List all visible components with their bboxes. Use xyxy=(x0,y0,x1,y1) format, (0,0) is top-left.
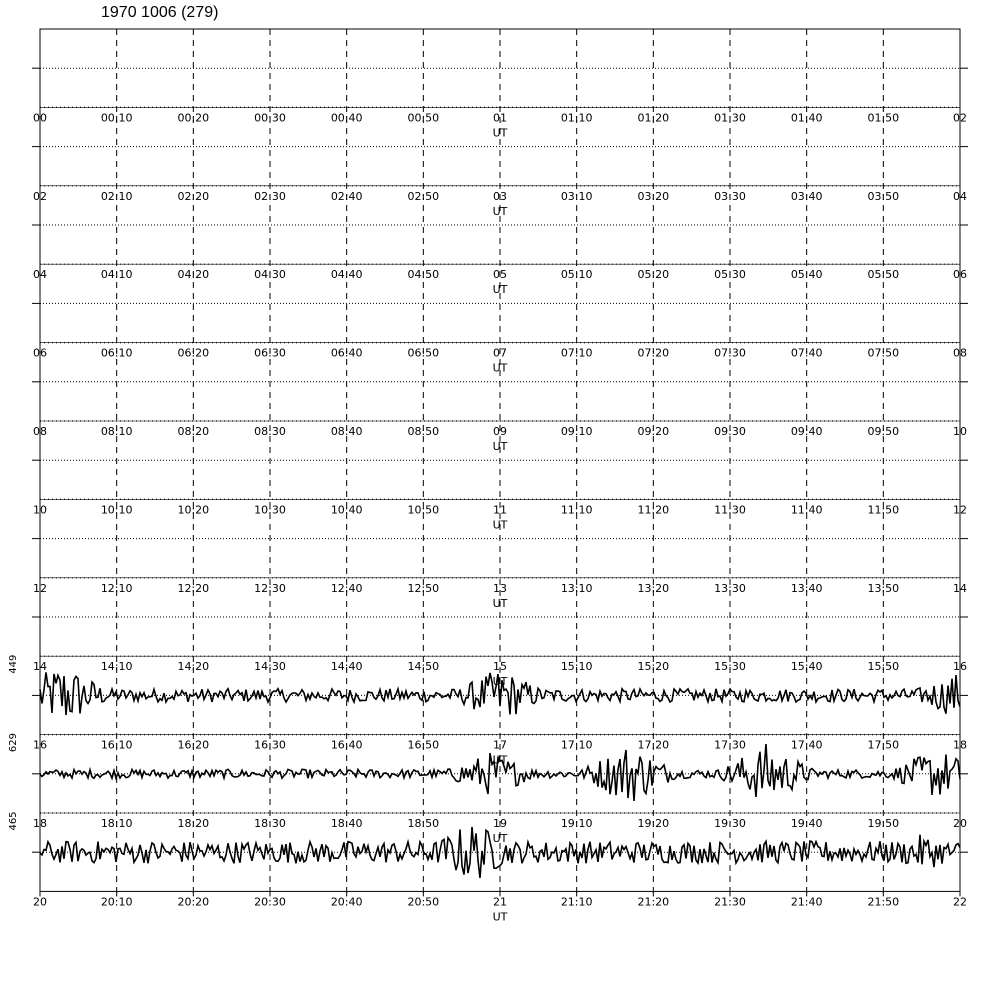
tick-label-5-1: 10:10 xyxy=(100,503,133,517)
tick-label-10-11: 21:50 xyxy=(867,895,900,909)
tick-label-9-12: 20 xyxy=(953,817,967,830)
tick-label-1-8: 03:20 xyxy=(637,189,670,203)
tick-label-5-3: 10:30 xyxy=(254,503,286,517)
tick-label-5-9: 11:30 xyxy=(714,503,746,517)
tick-label-5-4: 10:40 xyxy=(330,503,363,517)
tick-label-2-7: 05:10 xyxy=(560,268,593,282)
tick-label-8-4: 16:40 xyxy=(330,738,363,752)
tick-label-10-5: 20:50 xyxy=(407,895,440,909)
tick-label-1-1: 02:10 xyxy=(100,189,133,203)
tick-label-2-12: 06 xyxy=(953,268,967,282)
tick-label-3-7: 07:10 xyxy=(560,346,593,360)
tick-label-4-11: 09:50 xyxy=(867,425,900,438)
tick-label-3-10: 07:40 xyxy=(790,346,823,360)
tick-label-5-2: 10:20 xyxy=(177,503,210,517)
tick-label-4-1: 08:10 xyxy=(100,425,133,438)
tick-label-9-10: 19:40 xyxy=(790,817,823,830)
ut-label-0: UT xyxy=(492,126,508,140)
tick-label-2-10: 05:40 xyxy=(790,268,823,282)
tick-label-6-12: 14 xyxy=(953,581,967,595)
tick-label-0-1: 00:10 xyxy=(100,111,133,125)
ut-label-2: UT xyxy=(492,283,508,297)
ut-label-5: UT xyxy=(492,518,508,532)
tick-label-4-3: 08:30 xyxy=(254,425,286,438)
tick-label-9-1: 18:10 xyxy=(100,817,133,830)
ut-label-4: UT xyxy=(492,440,508,453)
tick-label-5-0: 10 xyxy=(33,503,47,517)
tick-label-2-8: 05:20 xyxy=(637,268,670,282)
tick-label-10-12: 22 xyxy=(953,895,967,909)
tick-label-8-5: 16:50 xyxy=(407,738,440,752)
tick-label-10-9: 21:30 xyxy=(714,895,746,909)
tick-label-2-11: 05:50 xyxy=(867,268,900,282)
tick-label-4-10: 09:40 xyxy=(790,425,823,438)
tick-label-2-6: 05 xyxy=(493,268,507,282)
tick-label-4-0: 08 xyxy=(33,425,47,438)
tick-label-3-6: 07 xyxy=(493,346,507,360)
tick-label-1-11: 03:50 xyxy=(867,189,900,203)
tick-label-7-1: 14:10 xyxy=(100,660,133,674)
tick-label-5-7: 11:10 xyxy=(560,503,593,517)
tick-label-10-7: 21:10 xyxy=(560,895,593,909)
row-side-label-10: 465 xyxy=(8,811,19,831)
tick-label-4-4: 08:40 xyxy=(330,425,363,438)
tick-label-9-7: 19:10 xyxy=(560,817,593,830)
tick-label-6-3: 12:30 xyxy=(254,581,286,595)
tick-label-10-3: 20:30 xyxy=(254,895,286,909)
row-side-label-8: 449 xyxy=(8,654,19,674)
tick-label-6-1: 12:10 xyxy=(100,581,133,595)
tick-label-2-3: 04:30 xyxy=(254,268,286,282)
tick-label-3-1: 06:10 xyxy=(100,346,133,360)
tick-label-6-9: 13:30 xyxy=(714,581,746,595)
tick-label-5-12: 12 xyxy=(953,503,967,517)
tick-label-3-0: 06 xyxy=(33,346,47,360)
ut-label-9: UT xyxy=(492,832,508,845)
tick-label-0-2: 00:20 xyxy=(177,111,210,125)
tick-label-0-3: 00:30 xyxy=(254,111,286,125)
ut-label-8: UT xyxy=(492,753,508,767)
tick-label-7-2: 14:20 xyxy=(177,660,210,674)
tick-label-6-2: 12:20 xyxy=(177,581,210,595)
tick-label-0-10: 01:40 xyxy=(790,111,823,125)
tick-label-2-1: 04:10 xyxy=(100,268,133,282)
tick-label-6-10: 13:40 xyxy=(790,581,823,595)
tick-label-4-7: 09:10 xyxy=(560,425,593,438)
tick-label-0-11: 01:50 xyxy=(867,111,900,125)
tick-label-1-10: 03:40 xyxy=(790,189,823,203)
tick-label-8-11: 17:50 xyxy=(867,738,900,752)
tick-label-4-8: 09:20 xyxy=(637,425,670,438)
tick-label-6-7: 13:10 xyxy=(560,581,593,595)
tick-label-9-9: 19:30 xyxy=(714,817,746,830)
tick-label-7-12: 16 xyxy=(953,660,967,674)
tick-label-2-4: 04:40 xyxy=(330,268,363,282)
tick-label-9-8: 19:20 xyxy=(637,817,670,830)
tick-label-10-0: 20 xyxy=(33,895,47,909)
tick-label-4-5: 08:50 xyxy=(407,425,440,438)
tick-label-8-6: 17 xyxy=(493,738,507,752)
ut-label-6: UT xyxy=(492,596,508,610)
tick-label-7-7: 15:10 xyxy=(560,660,593,674)
tick-label-4-6: 09 xyxy=(493,425,507,438)
tick-label-0-6: 01 xyxy=(493,111,507,125)
tick-label-9-2: 18:20 xyxy=(177,817,210,830)
tick-label-0-0: 00 xyxy=(33,111,47,125)
tick-label-3-3: 06:30 xyxy=(254,346,286,360)
tick-label-2-2: 04:20 xyxy=(177,268,210,282)
tick-label-1-7: 03:10 xyxy=(560,189,593,203)
tick-label-8-0: 16 xyxy=(33,738,47,752)
tick-label-6-6: 13 xyxy=(493,581,507,595)
ut-label-3: UT xyxy=(492,361,508,375)
tick-label-9-0: 18 xyxy=(33,817,47,830)
tick-label-8-3: 16:30 xyxy=(254,738,286,752)
tick-label-1-2: 02:20 xyxy=(177,189,210,203)
tick-label-2-9: 05:30 xyxy=(714,268,746,282)
tick-label-8-2: 16:20 xyxy=(177,738,210,752)
tick-label-2-0: 04 xyxy=(33,268,47,282)
tick-label-1-3: 02:30 xyxy=(254,189,286,203)
tick-label-4-12: 10 xyxy=(953,425,967,438)
tick-label-7-0: 14 xyxy=(33,660,47,674)
tick-label-10-10: 21:40 xyxy=(790,895,823,909)
tick-label-4-2: 08:20 xyxy=(177,425,210,438)
tick-label-6-5: 12:50 xyxy=(407,581,440,595)
tick-label-1-12: 04 xyxy=(953,189,967,203)
tick-label-3-4: 06:40 xyxy=(330,346,363,360)
tick-label-3-9: 07:30 xyxy=(714,346,746,360)
tick-label-9-6: 19 xyxy=(493,817,507,830)
tick-label-9-3: 18:30 xyxy=(254,817,286,830)
tick-label-1-0: 02 xyxy=(33,189,47,203)
tick-label-7-9: 15:30 xyxy=(714,660,746,674)
tick-label-7-11: 15:50 xyxy=(867,660,900,674)
tick-label-0-9: 01:30 xyxy=(714,111,746,125)
chart-title: 1970 1006 (279) xyxy=(101,4,219,21)
tick-label-7-6: 15 xyxy=(493,660,507,674)
tick-label-0-5: 00:50 xyxy=(407,111,440,125)
tick-label-9-11: 19:50 xyxy=(867,817,900,830)
tick-label-3-5: 06:50 xyxy=(407,346,440,360)
tick-label-8-8: 17:20 xyxy=(637,738,670,752)
tick-label-5-11: 11:50 xyxy=(867,503,900,517)
ut-label-1: UT xyxy=(492,204,508,218)
tick-label-0-8: 01:20 xyxy=(637,111,670,125)
tick-label-8-9: 17:30 xyxy=(714,738,746,752)
tick-label-7-5: 14:50 xyxy=(407,660,440,674)
tick-label-9-5: 18:50 xyxy=(407,817,440,830)
tick-label-3-11: 07:50 xyxy=(867,346,900,360)
tick-label-10-1: 20:10 xyxy=(100,895,133,909)
tick-label-1-9: 03:30 xyxy=(714,189,746,203)
tick-label-0-4: 00:40 xyxy=(330,111,363,125)
tick-label-1-6: 03 xyxy=(493,189,507,203)
tick-label-7-3: 14:30 xyxy=(254,660,286,674)
tick-label-6-11: 13:50 xyxy=(867,581,900,595)
tick-label-7-10: 15:40 xyxy=(790,660,823,674)
row-side-label-9: 629 xyxy=(8,733,19,753)
tick-label-8-7: 17:10 xyxy=(560,738,593,752)
tick-label-8-12: 18 xyxy=(953,738,967,752)
tick-label-0-12: 02 xyxy=(953,111,967,125)
ut-label-10: UT xyxy=(492,910,508,924)
tick-label-7-8: 15:20 xyxy=(637,660,670,674)
tick-label-2-5: 04:50 xyxy=(407,268,440,282)
tick-label-10-6: 21 xyxy=(493,895,507,909)
tick-label-3-8: 07:20 xyxy=(637,346,670,360)
tick-label-1-5: 02:50 xyxy=(407,189,440,203)
tick-label-8-10: 17:40 xyxy=(790,738,823,752)
tick-label-3-12: 08 xyxy=(953,346,967,360)
tick-label-5-6: 11 xyxy=(493,503,507,517)
tick-label-0-7: 01:10 xyxy=(560,111,593,125)
ut-label-7: UT xyxy=(492,675,508,689)
tick-label-5-8: 11:20 xyxy=(637,503,670,517)
tick-label-8-1: 16:10 xyxy=(100,738,133,752)
tick-label-10-8: 21:20 xyxy=(637,895,670,909)
tick-label-5-5: 10:50 xyxy=(407,503,440,517)
tick-label-10-2: 20:20 xyxy=(177,895,210,909)
tick-label-9-4: 18:40 xyxy=(330,817,363,830)
tick-label-6-8: 13:20 xyxy=(637,581,670,595)
tick-label-6-0: 12 xyxy=(33,581,47,595)
tick-label-5-10: 11:40 xyxy=(790,503,823,517)
tick-label-7-4: 14:40 xyxy=(330,660,363,674)
tick-label-6-4: 12:40 xyxy=(330,581,363,595)
tick-label-10-4: 20:40 xyxy=(330,895,363,909)
tick-label-4-9: 09:30 xyxy=(714,425,746,438)
tick-label-3-2: 06:20 xyxy=(177,346,210,360)
tick-label-1-4: 02:40 xyxy=(330,189,363,203)
